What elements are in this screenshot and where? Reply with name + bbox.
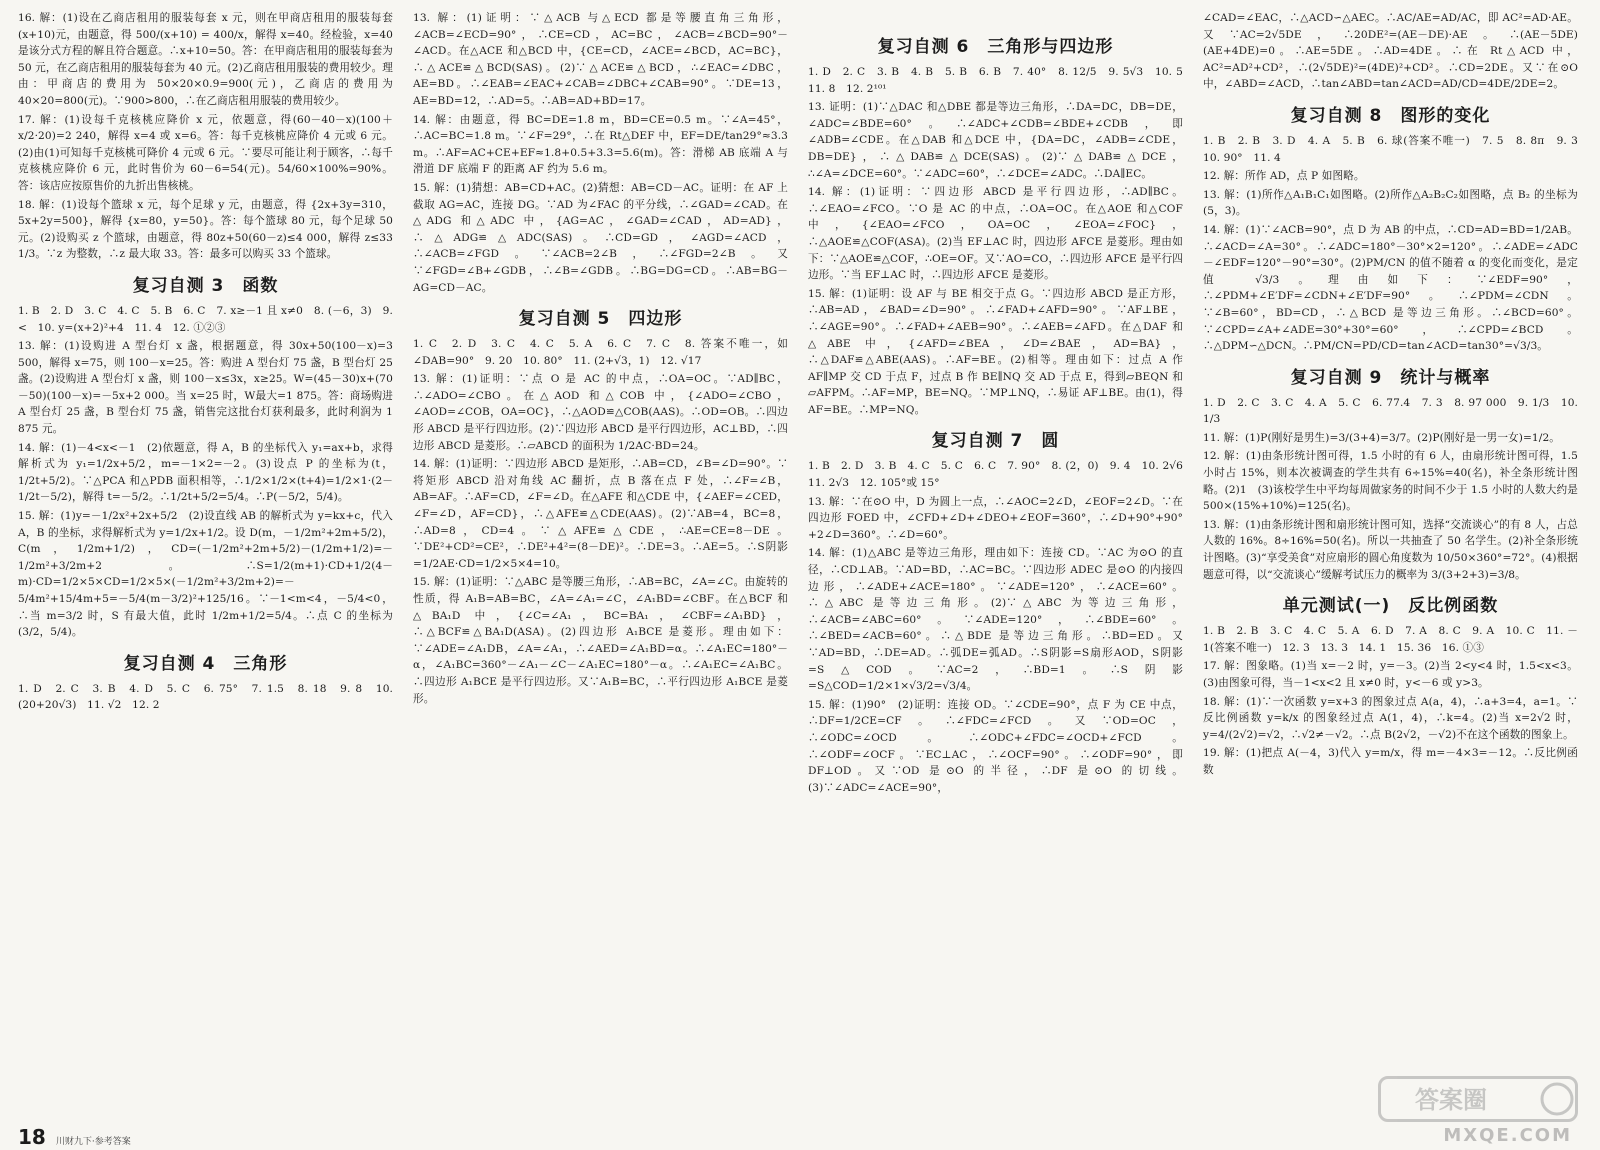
answer-item: 13. 解：∵在⊙O 中，D 为圆上一点，∴∠AOC=2∠D，∠EOF=2∠D。∵在四边形 FOED 中，∠CFD+∠D+∠DEO+∠EOF=360°，∴∠D+90°+90°+2∠D=360°。∴∠D=60°。	[808, 495, 1183, 541]
answer-item: 13. 证明：(1)∵△DAC 和△DBE 都是等边三角形，∴DA=DC，DB=DE，∠ADC=∠BDE=60°。∴∠ADC+∠CDB=∠BDE+∠CDB，即∠ADB=∠CDE。在△DAB 和△DCE 中，{DA=DC，∠ADB=∠CDE，DB=DE}，∴△DAB≌△DCE(SAS)。(2)∵△DAB≌△DCE，∴∠A=∠DCE=60°。∵∠ADC=60°，∴∠DCE=∠ADC。∴DA∥EC。	[808, 101, 1183, 180]
answer-item: 15. 解：(1)y=－1/2x²+2x+5/2 (2)设直线 AB 的解析式为 y=kx+c，代入 A，B 的坐标，求得解析式为 y=1/2x+1/2。设 D(m，－1/2m²+2m+5/2)，C(m，1/2m+1/2)，CD=(－1/2m²+2m+5/2)－(1/2m+1/2)=－1/2m²+3/2m+2。∴S=1/2(m+1)·CD+1/2(4－m)·CD=1/2×5×CD=1/2×5×(－1/2m²+3/2m+2)=－5/4m²+15/4m+5=－5/4(m－3/2)²+125/16。∵－1<m<4，－5/4<0，∴当 m=3/2 时，S 有最大值，此时 1/2m+1/2=5/4。∴点 C 的坐标为(3/2，5/4)。	[18, 510, 393, 639]
answer-item: 12. 解：所作 AD，点 P 如图略。	[1203, 170, 1365, 183]
section-heading: 复习自测 5 四边形	[518, 309, 683, 330]
answer-item: 14. 解：(1)△ABC 是等边三角形，理由如下：连接 CD。∵AC 为⊙O 的直径，∴CD⊥AB。∵AD=BD，∴AC=BC。∵四边形 ADEC 是⊙O 的内接四边形，∴∠ADE+∠ACE=180°。∵∠ADE=120°，∴∠ACE=60°。∴△ABC 是等边三角形。(2)∵△ABC 为等边三角形，∴∠ACB=∠ABC=60°。∵∠ADE=120°，∴∠BDE=60°。∴∠BED=∠ACB=60°。∴△BDE 是等边三角形。∴BD=ED。又∵AD=BD，∴DE=AD。∴弧DE=弧AD。∴S阴影=S扇形AOD，S阴影=S△COD。∵AC=2，∴BD=1。∴S阴影=S△COD=1/2×1×√3/2=√3/4。	[808, 547, 1183, 693]
answer-item: 17. 解：(1)设每千克核桃应降价 x 元，依题意，得(60－40－x)(100＋x/2·20)=2 240，解得 x=4 或 x=6。答：每千克核桃应降价 4 元或 6 元。(2)由(1)可知每千克核桃可降价 4 元或 6 元。∵要尽可能让利于顾客，∴每千克核桃应降价 6 元，此时售价为 60－6=54(元)。54/60×100%=90%。答：该店应按原售价的九折出售核桃。	[18, 113, 393, 192]
section-heading: 复习自测 8 图形的变化	[1290, 105, 1491, 126]
answer-item: 14. 解：由题意，得 BC=DE=1.8 m，BD=CE=0.5 m。∵∠A=45°，∴AC=BC=1.8 m。∵∠F=29°，∴在 Rt△DEF 中，EF=DE/tan29°≈3.3 m。∴AF=AC+CE+EF≈1.8+0.5+3.3=5.6(m)。答：滑梯 AB 底端 A 与滑道 DF 底端 F 的距离 AF 约为 5.6 m。	[413, 113, 788, 176]
answer-item: 17. 解：图象略。(1)当 x=－2 时，y=－3。(2)当 2<y<4 时，1.5<x<3。(3)由图象可得，当－1<x<2 且 x≠0 时，y<－6 或 y>3。	[1203, 660, 1578, 689]
answer-item: 1. D 2. C 3. C 4. A 5. C 6. 77.4 7. 3 8. 97 000 9. 1/3 10. 1/3	[1203, 396, 1578, 426]
svg-text:答案圈: 答案圈	[1415, 1086, 1487, 1114]
answer-item: 15. 解：(1)猜想：AB=CD+AC。(2)猜想：AB=CD－AC。证明：在 AF 上截取 AG=AC，连接 DG。∵AD 为∠FAC 的平分线，∴∠GAD=∠CAD。在△ADG 和△ADC 中，{AG=AC，∠GAD=∠CAD，AD=AD}，∴△ADG≌△ADC(SAS)。∴CD=GD，∠AGD=∠ACD，∴∠ACB=∠FGD。∵∠ACB=2∠B，∴∠FGD=2∠B。又∵∠FGD=∠B+∠GDB，∴∠B=∠GDB。∴BG=DG=CD。∴AB=BG－AG=CD－AC。	[413, 181, 788, 294]
column-4	[1203, 10, 1589, 1130]
answer-item: 14. 解：(1)证明：∵四边形 ABCD 是平行四边形，∴AD∥BC。∴∠EAO=∠FCO。∵O 是 AC 的中点，∴OA=OC。在△AOE 和△COF 中，{∠EAO=∠FCO，OA=OC，∠EOA=∠FOC}，∴△AOE≌△COF(ASA)。(2)当 EF⊥AC 时，四边形 AFCE 是菱形。理由如下：∵△AOE≌△COF，∴OE=OF。又∵AO=CO，∴四边形 AFCE 是平行四边形。∵当 EF⊥AC 时，∴四边形 AFCE 是菱形。	[808, 186, 1183, 282]
answer-item: 18. 解：(1)∵一次函数 y=x+3 的图象过点 A(a，4)，∴a+3=4，a=1。∵反比例函数 y=k/x 的图象经过点 A(1，4)，∴k=4。(2)当 x=2√2 时，y=4/(2√2)=√2，∴√2≠－√2。∴点 B(2√2，－√2)不在这个函数的图象上。	[1203, 695, 1578, 741]
answer-item: 13. 解：(1)所作△A₁B₁C₁如图略。(2)所作△A₂B₂C₂如图略，点 B₂ 的坐标为(5，3)。	[1203, 188, 1578, 218]
column-1	[18, 10, 393, 1130]
answer-item: 13. 解：(1)设购进 A 型台灯 x 盏，根据题意，得 30x+50(100－x)=3 500，解得 x=75，则 100－x=25。答：购进 A 型台灯 75 盏，B 型台灯 25 盏。(2)设购进 A 型台灯 x 盏，则 100－x≤3x，x≥25。W=(45－30)x+(70－50)(100－x)=－5x+2 000。当 x=25 时，W最大=1 875。答：商场购进 A 型台灯 25 盏，B 型台灯 75 盏，销售完这批台灯获利最多，此时利润为 1 875 元。	[18, 340, 393, 436]
answer-item: 16. 解：(1)设在乙商店租用的服装每套 x 元，则在甲商店租用的服装每套(x+10)元，由题意，得 500/(x+10) = 400/x，解得 x=40。经检验，x=40 是该分式方程的解且符合题意。∴x+10=50。答：在甲商店租用的服装每套为 50 元，在乙商店租用的服装每套为 40 元。(2)乙商店租用服装的费用较少。理由：甲商店的费用为 50×20×0.9=900(元)，乙商店的费用为 40×20=800(元)。∵900>800，∴在乙商店租用服装的费用较少。	[18, 12, 393, 107]
answer-item: 13. 解：(1)证明：∵△ACB 与△ECD 都是等腰直角三角形，∠ACB=∠ECD=90°，∴CE=CD，AC=BC，∠ACB=∠BCD=90°－∠ACD。在△ACE 和△BCD 中，{CE=CD，∠ACE=∠BCD，AC=BC}，∴△ACE≌△BCD(SAS)。(2)∵△ACE≌△BCD，∴∠EAC=∠DBC，AE=BD。∴∠EAB=∠EAC+∠CAB=∠DBC+∠CAB=90°。∵DE=13，AE=BD=12，∴AD=5。∴AB=AD+BD=17。	[413, 12, 788, 107]
section-heading: 复习自测 4 三角形	[123, 653, 288, 674]
answer-item: 14. 解：(1)∵∠ACB=90°，点 D 为 AB 的中点，∴CD=AD=BD=1/2AB。∴∠ACD=∠A=30°。∴∠ADC=180°－30°×2=120°。∴∠ADE=∠ADC－∠EDF=120°－90°=30°。(2)PM/CN 的值不随着 α 的变化而变化，是定值 √3/3。理由如下：∵∠EDF=90°，∴∠PDM+∠E′DF=∠CDN+∠E′DF=90°。∴∠PDM=∠CDN。∵∠B=60°，BD=CD，∴△BCD 是等边三角形。∴∠BCD=60°。∵∠CPD=∠A+∠ADE=30°+30°=60°，∴∠CPD=∠BCD。∴△DPM∽△DCN。∴PM/CN=PD/CD=tan∠ACD=tan30°=√3/3。	[1203, 223, 1578, 353]
section-heading: 单元测试(一) 反比例函数	[1282, 596, 1499, 617]
answer-item: 1. B 2. B 3. D 4. A 5. B 6. 球(答案不唯一) 7. 5 8. 8π 9. 3 10. 90° 11. 4	[1203, 134, 1589, 164]
column-2	[413, 10, 788, 1130]
answer-item: 12. 解：(1)由条形统计图可得，1.5 小时的有 6 人，由扇形统计图可得，1.5 小时占 15%，则本次被调查的学生共有 6÷15%=40(名)，补全条形统计图略。(2)1 (3)该校学生中平均每周做家务的时间不少于 1.5 小时的人数大约是 500×(15%+10%)=125(名)。	[1203, 450, 1578, 513]
answer-item: ∠CAD=∠EAC，∴△ACD∽△AEC。∴AC/AE=AD/AC，即 AC²=AD·AE。又∵AC=2√5DE，∴20DE²=(AE－DE)·AE。∴(AE－5DE)(AE+4DE)=0。∴AE=5DE。∴AD=4DE。∴在 Rt△ACD 中，AC²=AD²+CD²，∴(2√5DE)²=(4DE)²+CD²。∴CD=2DE。又∵在⊙O 中，∠ABD=∠ACD，∴tan∠ABD=tan∠ACD=AD/CD=4DE/2DE=2。	[1203, 12, 1578, 91]
answer-item: 14. 解：(1)证明：∵四边形 ABCD 是矩形，∴AB=CD，∠B=∠D=90°。∵将矩形 ABCD 沿对角线 AC 翻折，点 B 落在点 F 处，∴∠F=∠B，AB=AF。∴AF=CD，∠F=∠D。在△AFE 和△CDE 中，{∠AEF=∠CED，∠F=∠D，AF=CD}，∴△AFE≌△CDE(AAS)。(2)∵AB=4，BC=8，∴AD=8，CD=4。∵△AFE≌△CDE，∴AE=CE=8－DE。∵DE²+CD²=CE²，∴DE²+4²=(8－DE)²。∴DE=3。∴AE=5。∴S阴影=1/2AE·CD=1/2×5×4=10。	[413, 458, 788, 570]
answer-item: 1. D 2. C 3. B 4. D 5. C 6. 75° 7. 1.5 8. 18 9. 8 10. (20+20√3) 11. √2 12. 2	[18, 682, 393, 712]
answer-key-page	[18, 10, 1588, 1135]
section-heading: 复习自测 7 圆	[931, 431, 1060, 452]
book-label: 川财九下·参考答案	[55, 1137, 131, 1147]
answer-item: 1. C 2. D 3. C 4. C 5. A 6. C 7. C 8. 答案不唯一，如∠DAB=90° 9. 20 10. 80° 11. (2+√3，1) 12. √17	[413, 338, 788, 367]
page-footer	[18, 1125, 131, 1147]
answer-item: 11. 解：(1)P(刚好是男生)=3/(3+4)=3/7。(2)P(刚好是一男一女)=1/2。	[1203, 431, 1560, 444]
section-heading: 复习自测 9 统计与概率	[1290, 367, 1491, 388]
section-heading: 复习自测 3 函数	[132, 275, 279, 296]
answer-item: 19. 解：(1)把点 A(－4，3)代入 y=m/x，得 m=－4×3=－12。∴反比例函数	[1203, 747, 1578, 776]
answer-item: 14. 解：(1)－4<x<－1 (2)依题意，得 A，B 的坐标代入 y₁=ax+b，求得解析式为 y₁=1/2x+5/2，m=－1×2=－2。(3)设点 P 的坐标为(t，1/2t+5/2)。∵△PCA 和△PDB 面积相等，∴1/2×1/2×(t+4)=1/2×1·(2－1/2t－5/2)，解得 t=－5/2。∴1/2t+5/2=5/4。∴P(－5/2，5/4)。	[18, 441, 393, 504]
answer-item: 15. 解：(1)证明：设 AF 与 BE 相交于点 G。∵四边形 ABCD 是正方形，∴AB=AD，∠BAD=∠D=90°。∴∠FAD+∠AFD=90°。∵AF⊥BE，∴∠AGE=90°。∴∠FAD+∠AEB=90°。∴∠AEB=∠AFD。在△DAF 和△ABE 中，{∠AFD=∠BEA，∠D=∠BAE，AD=BA}，∴△DAF≌△ABE(AAS)。∴AF=BE。(2)相等。理由如下：过点 A 作 AF∥MP 交 CD 于点 F，过点 B 作 BE∥NQ 交 AD 于点 E，得到▱BEQN 和▱AFPM。∴AF=MP，BE=NQ。∵MP⊥NQ，∴易证 AF⊥BE。由(1)，得 AF=BE。∴MP=NQ。	[808, 287, 1183, 416]
answer-item: 15. 解：(1)90° (2)证明：连接 OD。∵∠CDE=90°，点 F 为 CE 中点，∴DF=1/2CE=CF。∴∠FDC=∠FCD。又∵OD=OC，∴∠ODC=∠OCD。∴∠ODC+∠FDC=∠OCD+∠FCD。∴∠ODF=∠OCF。∵EC⊥AC，∴∠OCF=90°。∴∠ODF=90°，即 DF⊥OD。又∵OD 是⊙O 的半径，∴DF 是⊙O 的切线。(3)∵∠ADC=∠ACE=90°，	[808, 698, 1183, 794]
answer-item: 13. 解：(1)由条形统计图和扇形统计图可知，选择“交流谈心”的有 8 人，占总人数的 16%。8÷16%=50(名)。所以一共抽查了 50 名学生。(2)补全条形统计图略。(3)“享受美食”对应扇形的圆心角度数为 10/50×360°=72°。(4)根据题意可得，以“交流谈心”缓解考试压力的概率为 3/(3+2+3)=3/8。	[1203, 518, 1578, 581]
answer-item: 1. B 2. B 3. C 4. C 5. A 6. D 7. A 8. C 9. A 10. C 11. －1(答案不唯一) 12. 3 13. 3 14. 1 15. 36 16. ①③	[1203, 625, 1578, 654]
page-number: 18	[18, 1125, 46, 1149]
answer-item: 18. 解：(1)设每个篮球 x 元，每个足球 y 元，由题意，得 {2x+3y=310，5x+2y=500}，解得 {x=80，y=50}。答：每个篮球 80 元，每个足球 50 元。(2)设购买 z 个篮球，由题意，得 80z+50(60－z)≤4 000，解得 z≤33 1/3。∵z 为整数，∴z 最大取 33。答：最多可以购买 33 个篮球。	[18, 198, 393, 261]
answer-item: 1. B 2. D 3. B 4. C 5. C 6. C 7. 90° 8. (2，0) 9. 4 10. 2√6 11. 2√3 12. 105°或 15°	[808, 460, 1194, 490]
column-3	[808, 10, 1194, 1130]
answer-item: 13. 解：(1)证明：∵点 O 是 AC 的中点，∴OA=OC。∵AD∥BC，∴∠ADO=∠CBO。在△AOD 和△COB 中，{∠ADO=∠CBO，∠AOD=∠COB，OA=OC}，∴△AOD≌△COB(AAS)。∴OD=OB。∴四边形 ABCD 是平行四边形。(2)∵四边形 ABCD 是平行四边形，AC⊥BD，∴四边形 ABCD 是菱形。∴▱ABCD 的面积为 1/2AC·BD=24。	[413, 373, 788, 452]
watermark-url: MXQE.COM	[1443, 1125, 1572, 1146]
answer-item: 1. D 2. C 3. B 4. B 5. B 6. B 7. 40° 8. 12/5 9. 5√3 10. 5 11. 8 12. 2¹⁰¹	[808, 66, 1194, 95]
answer-item: 15. 解：(1)证明：∵△ABC 是等腰三角形，∴AB=BC，∠A=∠C。由旋转的性质，得 A₁B=AB=BC，∠A=∠A₁=∠C，∠A₁BD=∠CBF。在△BCF 和△BA₁D 中，{∠C=∠A₁，BC=BA₁，∠CBF=∠A₁BD}，∴△BCF≌△BA₁D(ASA)。(2)四边形 A₁BCE 是菱形。理由如下：∵∠ADE=∠A₁DB，∠A=∠A₁，∴∠AED=∠A₁BD=α。∴∠A₁EC=180°－α，∠A₁BC=360°－∠A₁－∠C－∠A₁EC=180°－α。∴∠A₁EC=∠A₁BC。∴四边形 A₁BCE 是平行四边形。又∵A₁B=BC，∴平行四边形 A₁BCE 是菱形。	[413, 576, 788, 705]
section-heading: 复习自测 6 三角形与四边形	[877, 37, 1114, 57]
answer-item: 1. B 2. D 3. C 4. C 5. B 6. C 7. x≥－1 且 x≠0 8. (－6，3) 9. < 10. y=(x+2)²+4 11. 4 12. ①②③	[18, 304, 393, 334]
